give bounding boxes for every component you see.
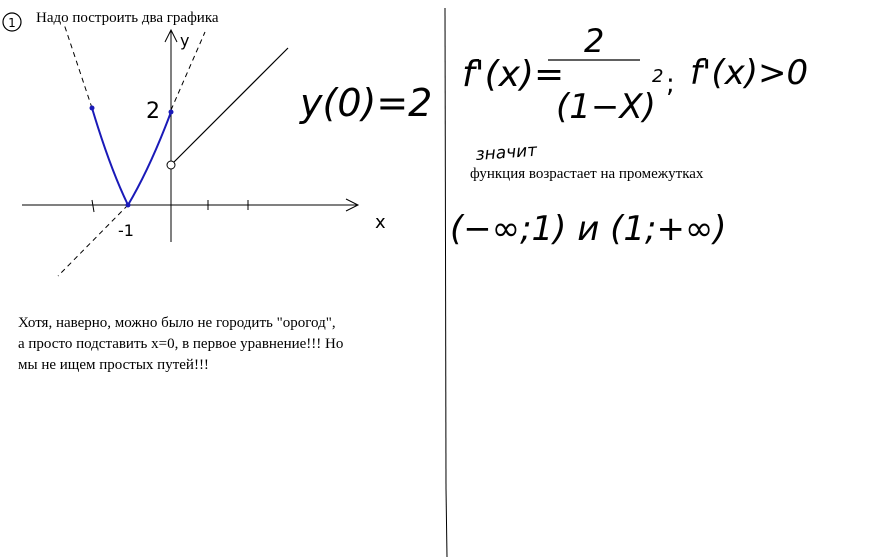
hand-word: значит [474, 140, 538, 165]
fraction-numerator: 2 [584, 22, 605, 60]
note-line-3: мы не ищем простых путей!!! [18, 357, 209, 373]
note-line-2: а просто подставить x=0, в первое уравнение!!! Но [18, 336, 344, 352]
divider-upper [445, 8, 446, 488]
derivative-formula [462, 22, 808, 127]
curve-endpoint [90, 106, 95, 111]
denominator-exponent: 2 [652, 66, 664, 87]
x-tick-label: -1 [118, 221, 134, 240]
item-number-badge [3, 13, 21, 31]
x-tick-mark [92, 200, 94, 212]
linear-branch [171, 48, 288, 165]
intervals-text: (−∞;1) и (1;+∞) [450, 209, 727, 249]
x-axis-label: x [375, 212, 386, 233]
asymptote-dashed-line [58, 205, 128, 276]
curve-endpoint [169, 110, 174, 115]
value-note: y(0)=2 [300, 81, 433, 125]
heading-text: Надо построить два графика [36, 10, 219, 26]
curve-vertex [126, 203, 131, 208]
derivative-lhs: f'(x)= [462, 54, 565, 95]
open-point [167, 161, 175, 169]
y-tick-label: 2 [146, 99, 160, 124]
fraction-denominator: (1−X) [556, 87, 656, 127]
coordinate-axes [22, 30, 358, 242]
item-number: 1 [8, 16, 16, 30]
divider-lower [446, 488, 447, 557]
derivative-inequality: f'(x)>0 [690, 53, 809, 93]
parabola-dashed-extension [64, 24, 92, 108]
note-line-1: Хотя, наверно, можно было не городить "орогод", [18, 315, 336, 331]
formula-separator: ; [666, 69, 675, 99]
y-axis-label: y [180, 31, 190, 50]
conclusion-text: функция возрастает на промежутках [470, 166, 704, 182]
